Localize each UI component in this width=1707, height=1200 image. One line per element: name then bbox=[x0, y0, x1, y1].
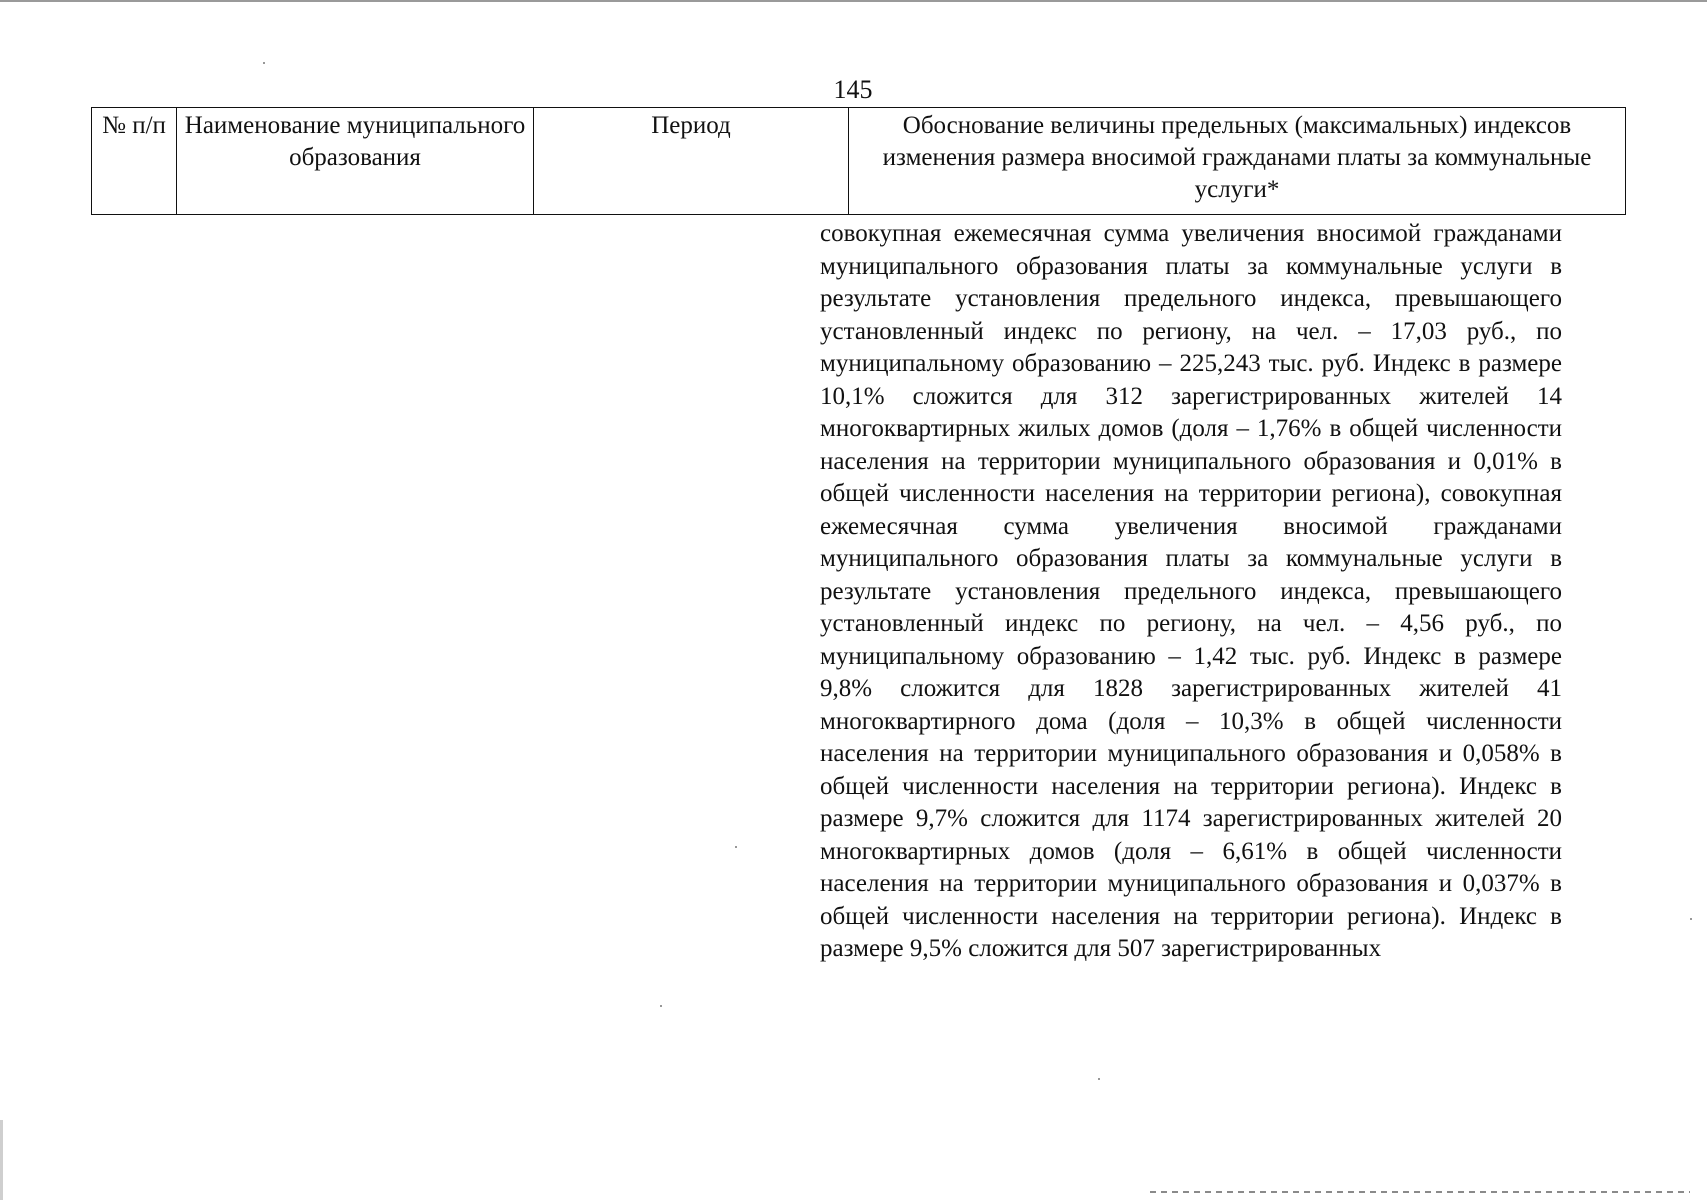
scan-bottom-noise bbox=[1150, 1191, 1690, 1193]
scan-speck bbox=[1690, 918, 1692, 920]
scan-speck bbox=[1098, 1078, 1100, 1080]
scan-speck bbox=[263, 62, 265, 64]
header-cell-municipality-name: Наименование муниципального образования bbox=[177, 108, 534, 215]
header-cell-basis: Обоснование величины предельных (максимальных) индексов изменения размера вносимой гражданами платы за коммунальные услуги* bbox=[849, 108, 1626, 215]
header-table bbox=[91, 107, 1626, 215]
scan-edge-left bbox=[0, 1120, 3, 1200]
header-cell-number: № п/п bbox=[92, 108, 177, 215]
header-cell-period: Период bbox=[534, 108, 849, 215]
scan-edge-top bbox=[0, 0, 1707, 2]
scan-speck bbox=[735, 846, 737, 848]
scan-speck bbox=[660, 1005, 662, 1007]
header-row bbox=[92, 108, 1626, 215]
basis-body-text: совокупная ежемесячная сумма увеличения вносимой гражданами муниципального образования платы за коммунальные услуги в результате установления предельного индекса, превышающего установленный индекс по региону, на чел. – 17,03 руб., по муниципальному образованию – 225,243 тыс. руб. Индекс в размере 10,1% сложится для 312 зарегистрированных жителей 14 многоквартирных жилых домов (доля – 1,76% в общей численности населения на территории муниципального образования и 0,01% в общей численности населения на территории региона), совокупная ежемесячная сумма увеличения вносимой гражданами муниципального образования платы за коммунальные услуги в результате установления предельного индекса, превышающего установленный индекс по региону, на чел. – 4,56 руб., по муниципальному образованию – 1,42 тыс. руб. Индекс в размере 9,8% сложится для 1828 зарегистрированных жителей 41 многоквартирного дома (доля – 10,3% в общей численности населения на территории муниципального образования и 0,058% в общей численности населения на территории региона). Индекс в размере 9,7% сложится для 1174 зарегистрированных жителей 20 многоквартирных домов (доля – 6,61% в общей численности населения на территории муниципального образования и 0,037% в общей численности населения на территории региона). Индекс в размере 9,5% сложится для 507 зарегистрированных bbox=[820, 220, 1562, 962]
page-number: 145 bbox=[833, 75, 873, 104]
